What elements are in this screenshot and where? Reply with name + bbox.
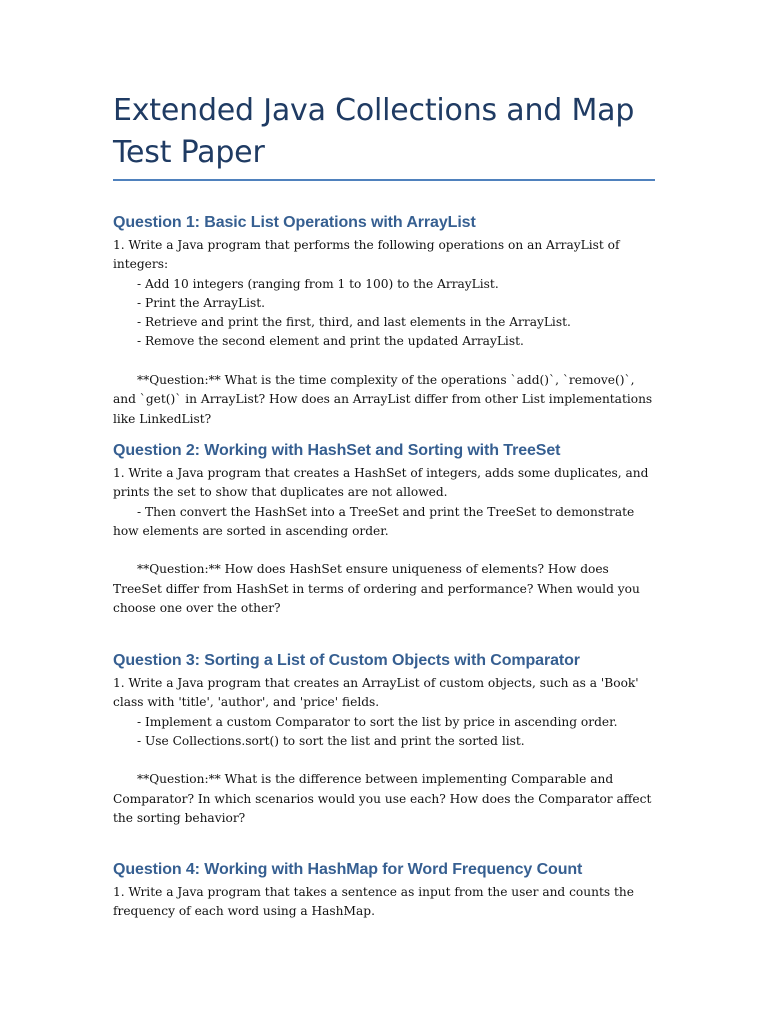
question-1-task: 1. Write a Java program that performs the following operations on an ArrayList of integers: [113, 238, 620, 272]
question-1-discussion: **Question:** What is the time complexity of the operations `add()`, `remove()`, and `get()` in ArrayList? How does an ArrayList differ from other List implementations like LinkedList? [113, 373, 653, 426]
title-divider [113, 179, 655, 181]
question-1-section [113, 212, 658, 429]
question-1-step: - Remove the second element and print the updated ArrayList. [137, 334, 524, 349]
question-2-discussion: **Question:** How does HashSet ensure uniqueness of elements? How does TreeSet differ from HashSet in terms of ordering and performance? When would you choose one over the other? [113, 562, 640, 616]
question-1-step: - Retrieve and print the first, third, and last elements in the ArrayList. [137, 315, 571, 330]
question-2-body [113, 464, 658, 618]
question-2-task: 1. Write a Java program that creates a HashSet of integers, adds some duplicates, and prints the set to show that duplicates are not allowed. [113, 466, 649, 500]
question-2-step: - Then convert the HashSet into a TreeSet and print the TreeSet to demonstrate how elements are sorted in ascending order. [113, 504, 635, 538]
question-4-heading: Question 4: Working with HashMap for Word Frequency Count [113, 861, 583, 878]
question-2-section [113, 440, 658, 618]
question-3-heading: Question 3: Sorting a List of Custom Objects with Comparator [113, 652, 580, 669]
question-1-heading: Question 1: Basic List Operations with ArrayList [113, 214, 476, 231]
question-2-heading: Question 2: Working with HashSet and Sorting with TreeSet [113, 442, 561, 459]
question-1-body [113, 236, 658, 429]
question-3-discussion: **Question:** What is the difference between implementing Comparable and Comparator? In which scenarios would you use each? How does the Comparator affect the sorting behavior? [113, 772, 652, 826]
question-3-section [113, 650, 658, 828]
question-3-step: - Use Collections.sort() to sort the list and print the sorted list. [137, 733, 525, 748]
question-4-section [113, 859, 658, 922]
question-1-step: - Add 10 integers (ranging from 1 to 100) to the ArrayList. [137, 276, 499, 291]
question-4-body [113, 883, 658, 922]
document-title: Extended Java Collections and Map Test Paper [113, 93, 635, 170]
question-3-step: - Implement a custom Comparator to sort the list by price in ascending order. [137, 714, 618, 729]
question-1-step: - Print the ArrayList. [137, 295, 265, 310]
question-3-body [113, 674, 658, 828]
question-4-task: 1. Write a Java program that takes a sentence as input from the user and counts the frequency of each word using a HashMap. [113, 885, 634, 919]
question-3-task: 1. Write a Java program that creates an ArrayList of custom objects, such as a 'Book' class with 'title', 'author', and 'price' fields. [113, 676, 639, 710]
